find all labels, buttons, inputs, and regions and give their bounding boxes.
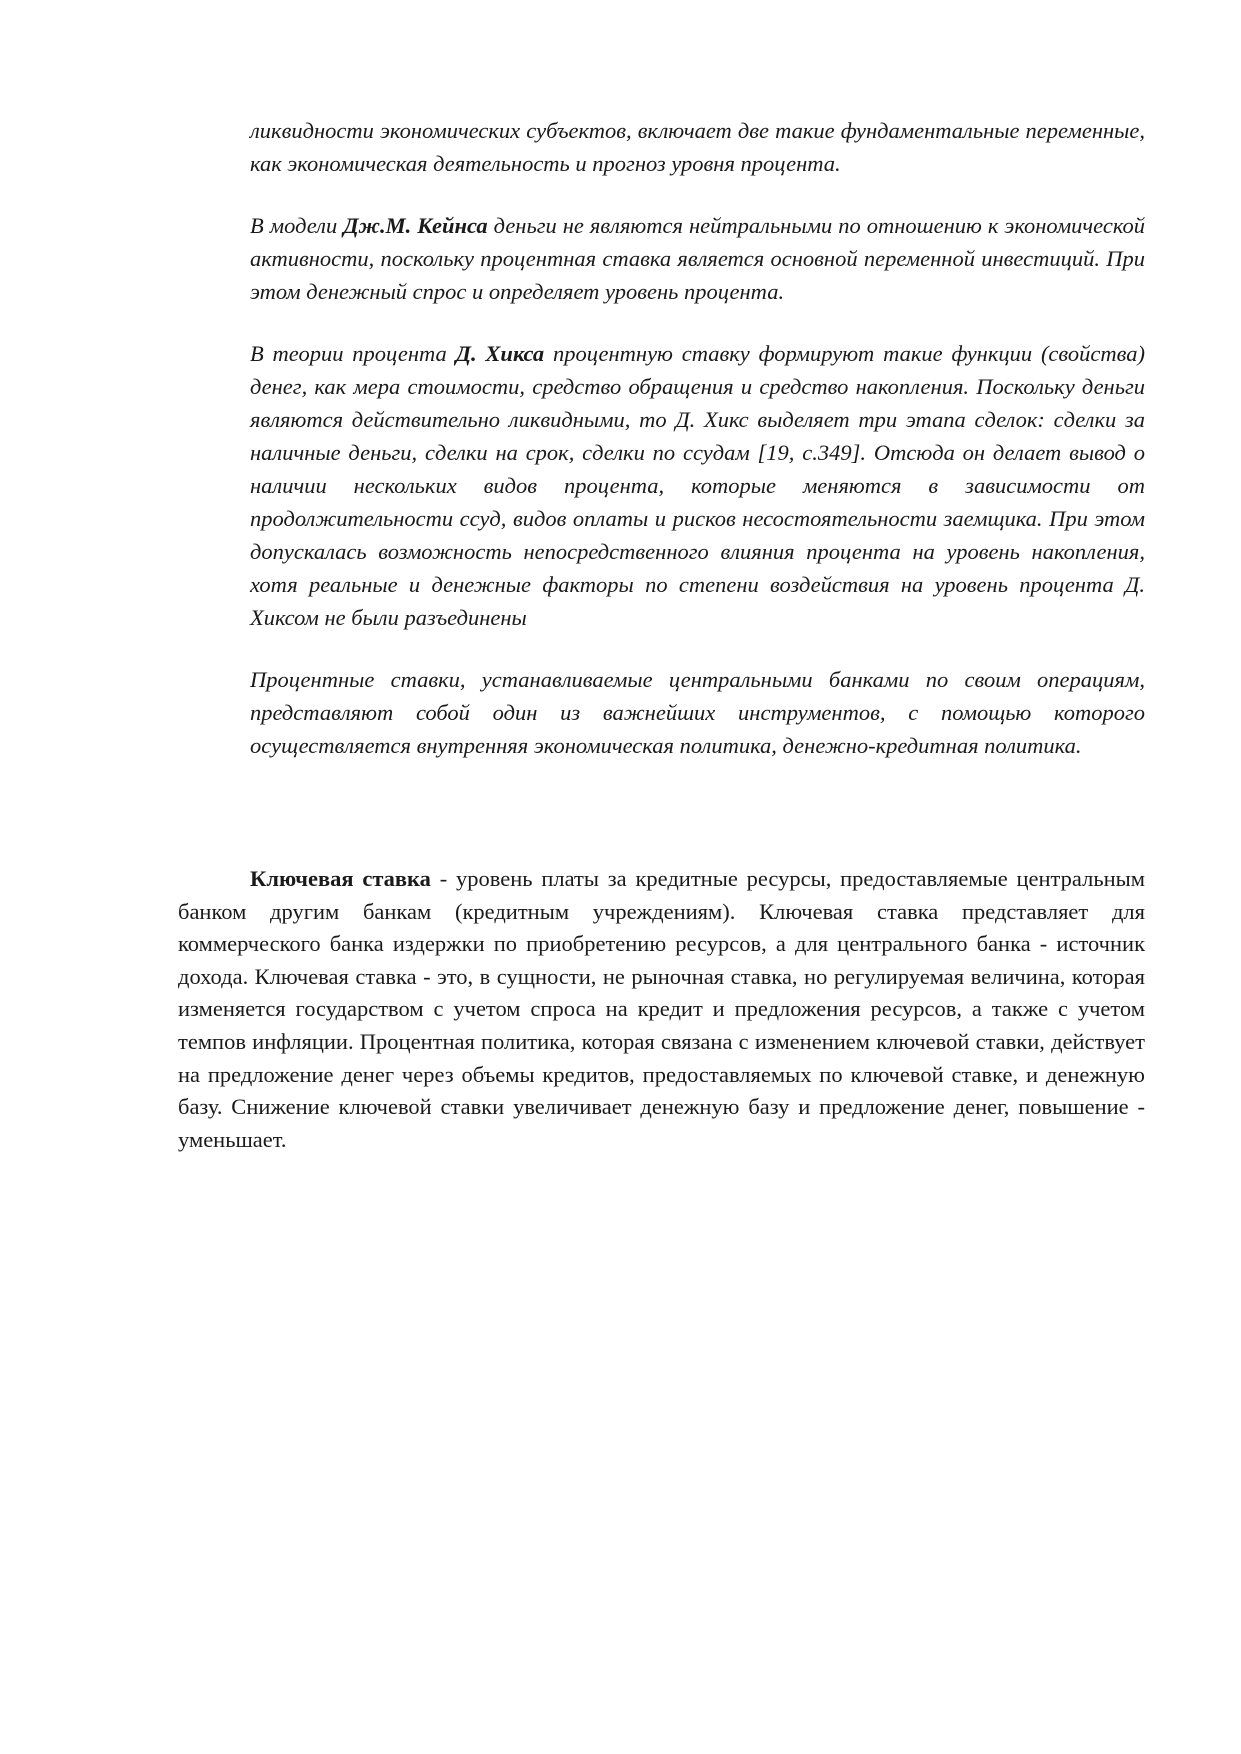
quote-paragraph-keynes: В модели Дж.М. Кейнса деньги не являются нейтральными по отношению к экономической активности, поскольку процентная ставка является основной переменной инвестиций. При этом денежный спрос и определяет уровень процента. [250,213,1146,304]
quote-paragraph-hicks: В теории процента Д. Хикса процентную ставку формируют такие функции (свойства) денег, как мера стоимости, средство обращения и средство накопления. Поскольку деньги являются действительно ликвидными, то Д. Хикс выделяет три этапа сделок: сделки за наличные деньги, сделки на срок, сделки по ссудам [19, с.349]. Отсюда он делает вывод о наличии нескольких видов процента, которые меняются в зависимости от продолжительности ссуд, видов оплаты и рисков несостоятельности заемщика. При этом допускалась возможность непосредственного влияния процента на уровень накопления, хотя реальные и денежные факторы по степени воздействия на уровень процента Д. Хиксом не были разъединены [250,341,1145,630]
quote-paragraph-central-banks: Процентные ставки, устанавливаемые центральными банками по своим операциям, представляют собой один из важнейших инструментов, с помощью которого осуществляется внутренняя экономическая политика, денежно-кредитная политика. [250,667,1145,758]
quote-paragraph-liquidity: ликвидности экономических субъектов, включает две такие фундаментальные переменные, как экономическая деятельность и прогноз уровня процента. [250,118,1145,176]
italic-quote-block [250,114,1145,762]
hicks-name: Д. Хикса [455,341,545,366]
key-rate-term: Ключевая ставка [250,866,431,891]
key-rate-paragraph: Ключевая ставка - уровень платы за кредитные ресурсы, предоставляемые центральным банком другим банкам (кредитным учреждениям). Ключевая ставка представляет для коммерческого банка издержки по приобретению ресурсов, а для центрального банка - источник дохода. Ключевая ставка - это, в сущности, не рыночная ставка, но регулируемая величина, которая изменяется государством с учетом спроса на кредит и предложения ресурсов, а также с учетом темпов инфляции. Процентная политика, которая связана с изменением ключевой ставки, действует на предложение денег через объемы кредитов, предоставляемых по ключевой ставке, и денежную базу. Снижение ключевой ставки увеличивает денежную базу и предложение денег, повышение - уменьшает. [178,866,1145,1152]
keynes-name: Дж.М. Кейнса [343,213,488,238]
